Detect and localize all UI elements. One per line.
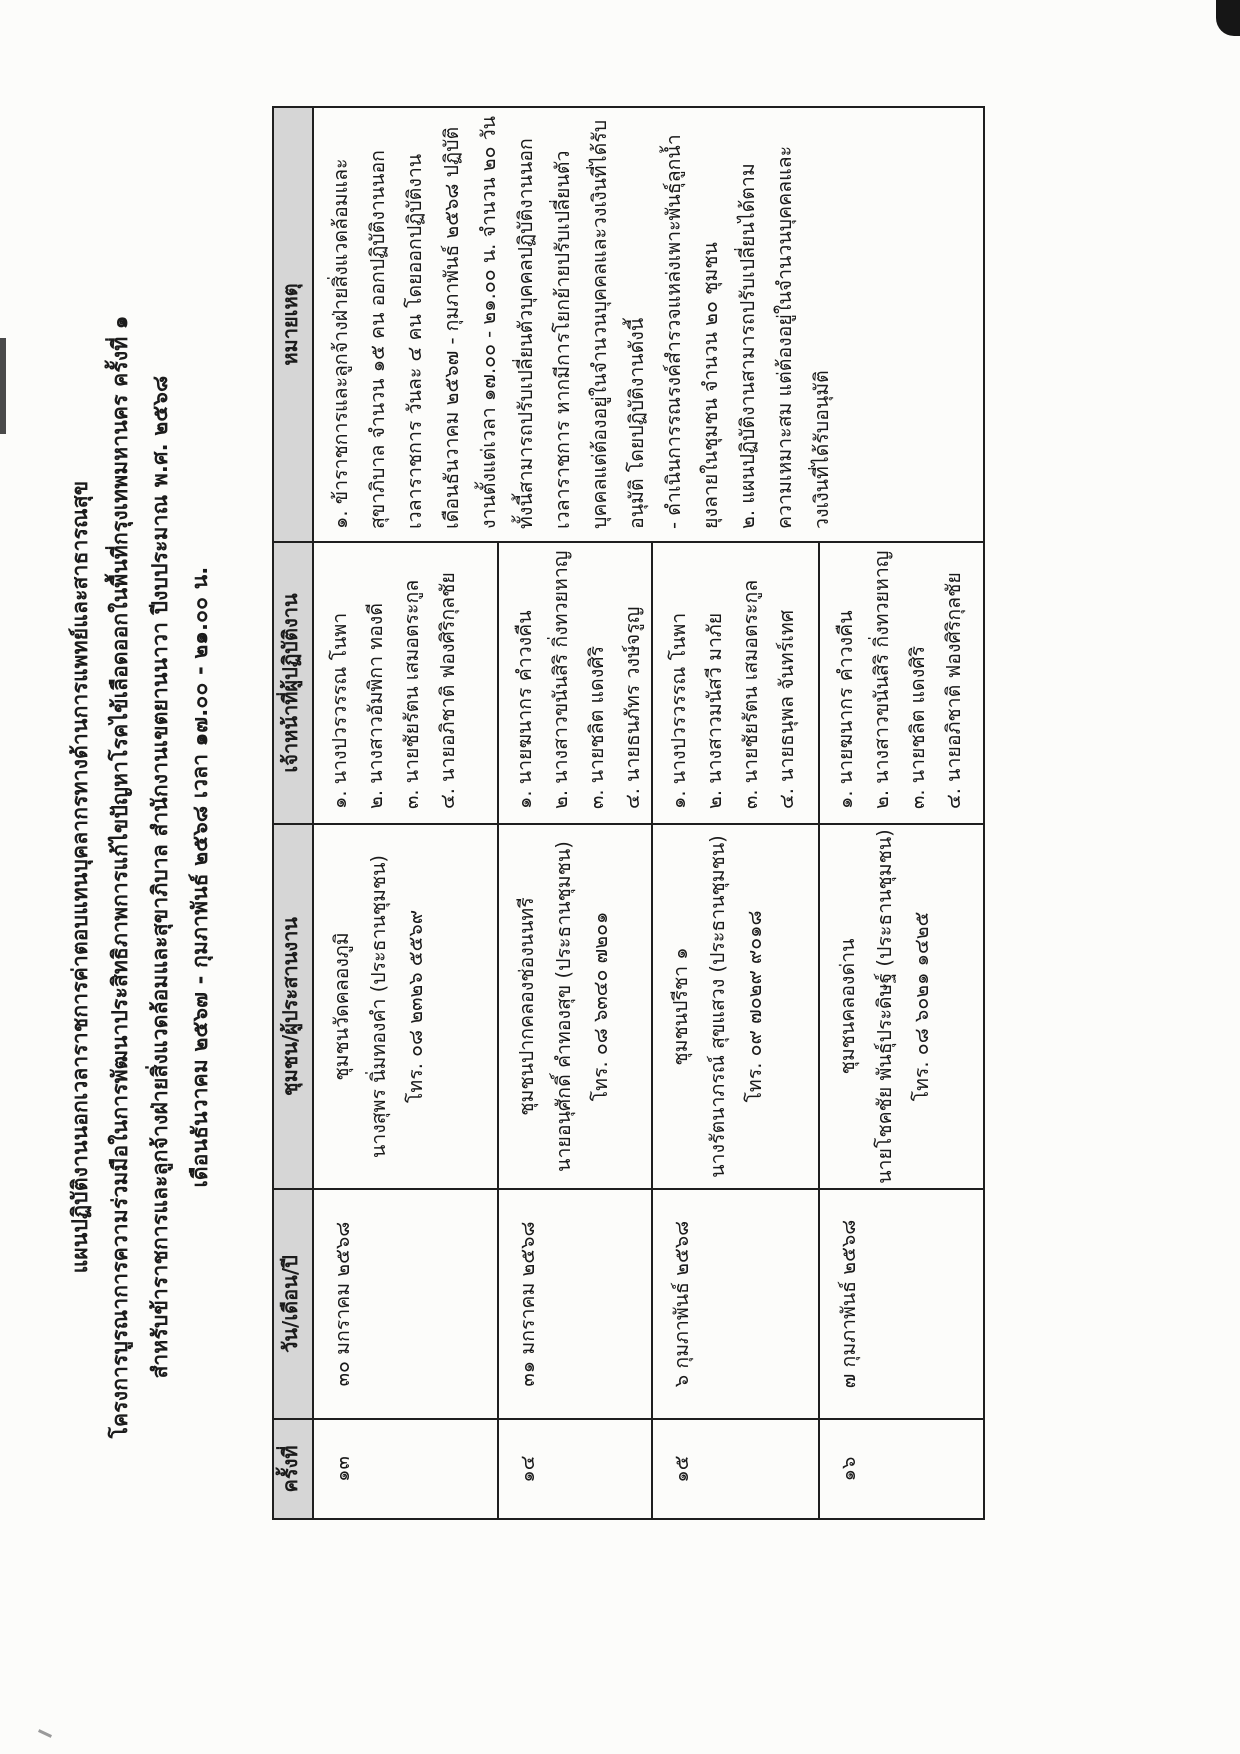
- title-line-4: เดือนธันวาคม ๒๕๖๗ - กุมภาพันธ์ ๒๕๖๘ เวลา ๑๗.๐๐ - ๒๑.๐๐ น.: [188, 566, 212, 1188]
- row-seq: ๑๖: [819, 1419, 984, 1519]
- notes-cell: [313, 107, 984, 542]
- row-staff: [652, 542, 819, 824]
- notes-paragraph: - ดำเนินการรณรงค์สำรวจแหล่งเพาะพันธุ์ลูกน้ำยุงลายในชุมชน จำนวน ๒๐ ชุมชน: [662, 134, 722, 529]
- row-community: [313, 824, 498, 1189]
- notes-paragraph: ๒. แผนปฏิบัติงานสามารถปรับเปลี่ยนได้ตามความเหมาะสม แต่ต้องอยู่ในจำนวนบุคคลและวงเงินที่ได้รับอนุมัติ: [736, 145, 833, 529]
- row-date: ๖ กุมภาพันธ์ ๒๕๖๘: [652, 1189, 819, 1419]
- staff-member: ๔. นายธนุพล จันทร์เทศ: [775, 609, 798, 809]
- community-phone: โทร. ๐๘ ๒๓๒๖ ๕๕๖๙: [404, 909, 427, 1104]
- title-line-3: สำหรับข้าราชการและลูกจ้างฝ่ายสิ่งแวดล้อมและสุขาภิบาล สำนักงานเขตยานนาวา ปีงบประมาณ พ.ศ. ๒๕๖๘: [148, 375, 172, 1379]
- community-phone: โทร. ๐๙ ๗๐๒๙ ๙๐๑๘: [743, 910, 766, 1103]
- community-coordinator: นางรัตนาภรณ์ สุขแสวง (ประธานชุมชน): [706, 835, 729, 1178]
- title-line-2: โครงการบูรณาการความร่วมมือในการพัฒนาประสิทธิภาพการแก้ไขปัญหาโรคไข้เลือดออกในพื้นที่กรุงเทพมหานคร ครั้งที่ ๑: [108, 315, 132, 1439]
- staff-member: ๓. นายชลิต แดงศิริ: [585, 645, 608, 809]
- row-date: ๓๐ มกราคม ๒๕๖๘: [313, 1189, 498, 1419]
- staff-member: ๒. นางสาวขนันสิริ กิ่งทวยหาญ: [549, 550, 572, 809]
- staff-member: ๔. นายธนภัทร วงษ์จรูญ: [621, 606, 644, 809]
- title-line-1: แผนปฏิบัติงานนอกเวลาราชการค่าตอบแทนบุคลากรทางด้านการแพทย์และสาธารณสุข: [68, 480, 92, 1274]
- row-staff: [498, 542, 652, 824]
- row-date: ๓๑ มกราคม ๒๕๖๘: [498, 1189, 652, 1419]
- table-row: [313, 107, 498, 1519]
- community-name: ชุมชนปรีชา ๑: [669, 947, 692, 1066]
- community-name: ชุมชนคลองด่าน: [836, 938, 859, 1075]
- staff-member: ๒. นางสาวอัมพิกา ทองดี: [364, 603, 387, 809]
- staff-member: ๓. นายชัยรัตน เสมอตระกูล: [400, 579, 423, 809]
- header-staff: เจ้าหน้าที่ผู้ปฏิบัติงาน: [273, 542, 313, 824]
- staff-member: ๑. นายฆนากร คำวงคืน: [513, 610, 536, 809]
- row-seq: ๑๔: [498, 1419, 652, 1519]
- staff-member: ๒. นางสาวมนัสวี มาภัย: [703, 612, 726, 809]
- header-notes: หมายเหตุ: [273, 107, 313, 542]
- community-name: ชุมชนปากคลองช่องนนทรี: [515, 897, 538, 1116]
- staff-member: ๔. นายอภิชาติ ฟองศิริกุลชัย: [942, 572, 965, 809]
- header-date: วัน/เดือน/ปี: [273, 1189, 313, 1419]
- staff-member: ๑. นางปวรวรรณ โนพา: [667, 612, 690, 809]
- row-community: [498, 824, 652, 1189]
- community-phone: โทร. ๐๘ ๖๐๒๑ ๑๔๒๕: [910, 911, 933, 1102]
- scan-artifact-edge: [0, 338, 6, 434]
- document-title-block: [60, 0, 220, 1754]
- row-community: [652, 824, 819, 1189]
- staff-member: ๓. นายชัยรัตน เสมอตระกูล: [739, 579, 762, 809]
- staff-member: ๔. นายอภิชาติ ฟองศิริกุลชัย: [436, 572, 459, 809]
- row-seq: ๑๓: [313, 1419, 498, 1519]
- work-schedule-table: [272, 106, 985, 1520]
- community-phone: โทร. ๐๘ ๖๓๔๐ ๗๒๐๑: [589, 911, 612, 1102]
- header-seq: ครั้งที่: [273, 1419, 313, 1519]
- community-coordinator: นางสุพร นิ่มทองคำ (ประธานชุมชน): [367, 854, 390, 1159]
- header-community: ชุมชน/ผู้ประสานงาน: [273, 824, 313, 1189]
- table-header-row: [273, 107, 313, 1519]
- row-seq: ๑๕: [652, 1419, 819, 1519]
- staff-member: ๒. นางสาวขนันสิริ กิ่งทวยหาญ: [870, 550, 893, 809]
- community-name: ชุมชนวัดคลองภูมิ: [330, 932, 353, 1081]
- row-staff: [313, 542, 498, 824]
- row-date: ๗ กุมภาพันธ์ ๒๕๖๘: [819, 1189, 984, 1419]
- row-staff: [819, 542, 984, 824]
- community-coordinator: นายโชคชัย พันธุ์ประดิษฐ์ (ประธานชุมชน): [873, 829, 896, 1184]
- staff-member: ๑. นางปวรวรรณ โนพา: [328, 612, 351, 809]
- community-coordinator: นายอนุศักดิ์ คำทองสุข (ประธานชุมชน): [552, 841, 575, 1172]
- staff-member: ๑. นายฆนากร คำวงคืน: [834, 610, 857, 809]
- staff-member: ๓. นายชลิต แดงศิริ: [906, 645, 929, 809]
- notes-paragraph: ๑. ข้าราชการและลูกจ้างฝ่ายสิ่งแวดล้อมและสุขาภิบาล จำนวน ๑๕ คน ออกปฏิบัติงานนอกเวลาราชการ วันละ ๔ คน โดยออกปฏิบัติงานเดือนธันวาคม ๒๕๖๗ - กุมภาพันธ์ ๒๕๖๘ ปฏิบัติงานตั้งแต่เวลา ๑๗.๐๐ - ๒๑.๐๐ น. จำนวน ๒๐ วัน ทั้งนี้สามารถปรับเปลี่ยนตัวบุคคลปฏิบัติงานนอกเวลาราชการ หากมีการโยกย้ายปรับเปลี่ยนตัวบุคคลแต่ต้องอยู่ในจำนวนบุคคลและวงเงินที่ได้รับอนุมัติ โดยปฏิบัติงานดังนี้: [329, 116, 648, 529]
- row-community: [819, 824, 984, 1189]
